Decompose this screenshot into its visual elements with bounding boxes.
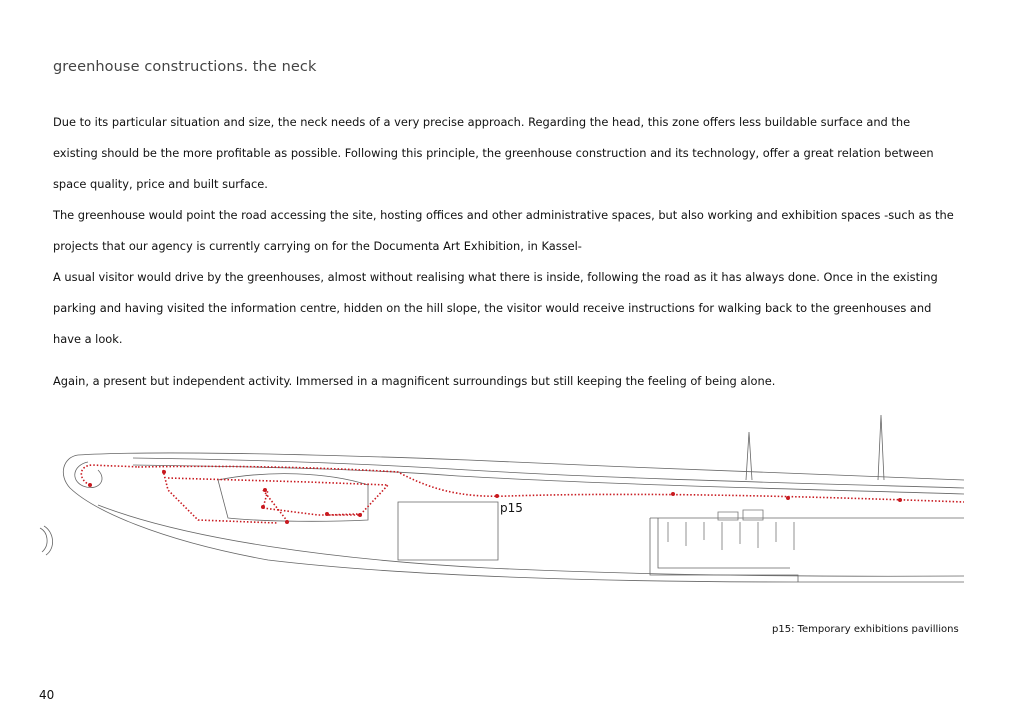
page-number: 40 <box>39 688 55 702</box>
pavilion-marks <box>668 510 794 550</box>
figure-caption: p15: Temporary exhibitions pavillions <box>772 624 959 635</box>
paragraph: The greenhouse would point the road accessing the site, hosting offices and other administrative spaces, but also working and exhibition spaces -such as the projects that our agency is currently carrying on for the Documenta Art Exhibition, in Kassel- <box>53 208 954 253</box>
site-outline <box>40 415 964 582</box>
site-plan-drawing <box>38 410 964 600</box>
paragraph: Again, a present but independent activity. Immersed in a magnificent surroundings but still keeping the feeling of being alone. <box>53 374 776 388</box>
p15-marker: p15 <box>500 501 523 515</box>
paragraph: A usual visitor would drive by the greenhouses, almost without realising what there is inside, following the road as it has always done. Once in the existing parking and having visited the information centre, hidden on the hill slope, the visitor would receive instructions for walking back to the greenhouses and have a look. <box>53 270 938 346</box>
body-text <box>53 107 958 397</box>
page-title: greenhouse constructions. the neck <box>53 59 317 75</box>
paragraph: Due to its particular situation and size, the neck needs of a very precise approach. Regarding the head, this zone offers less buildable surface and the existing should be the more profitable as possible. Following this principle, the greenhouse construction and its technology, offer a great relation between space quality, price and built surface. <box>53 115 934 191</box>
